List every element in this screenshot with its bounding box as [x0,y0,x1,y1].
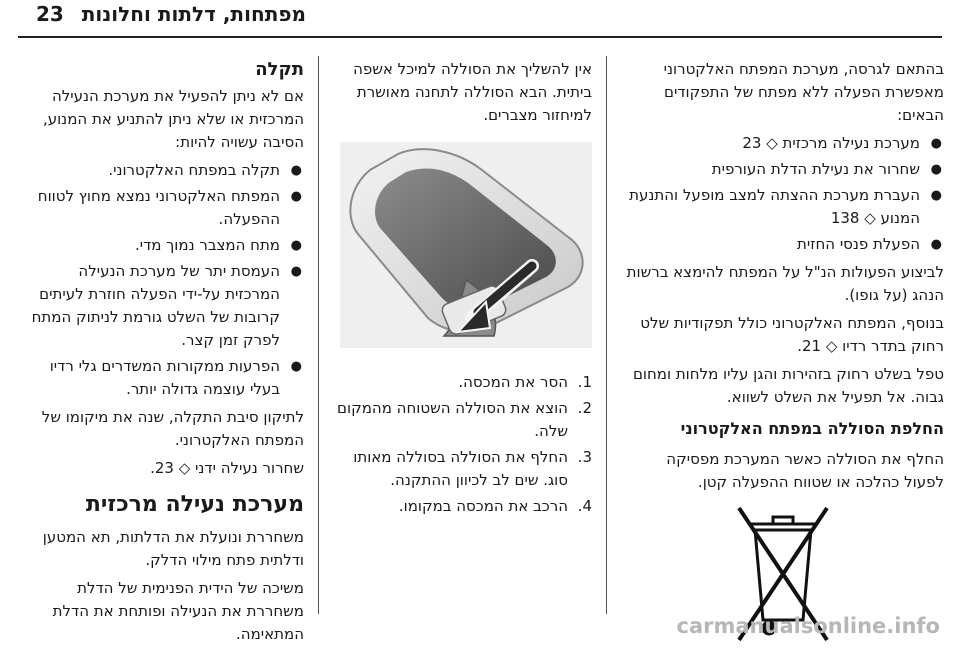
list-item [330,495,592,518]
right-column [622,58,944,650]
keyless-feature-list [622,132,944,256]
list-item: ● העמסת יתר של מערכת הנעילה המרכזית על-ידי הפעלה חוזרת לעיתים קרובות של השלט גורמת לניתוק המתח לפרק זמן קצר. [20,260,304,352]
step-text: הסר את המכסה. [458,373,568,391]
watermark-text: carmanualsonline.info [676,614,940,638]
battery-replacement-heading: החלפת הסוללה במפתח האלקטרוני [680,419,944,438]
malfunction-fix-text: לתיקון סיבת התקלה, שנה את מיקומו של המפתח האלקטרוני. [41,408,304,449]
malfunction-causes-list [20,159,304,401]
list-item: ● העברת מערכת ההצתה למצב מופעל והתנעת המנוע ◇ 138 [622,184,944,230]
middle-column [330,58,592,521]
list-item: ● המפתח האלקטרוני נמצא מחוץ לטווח ההפעלה. [20,185,304,231]
header-rule [18,36,942,38]
step-number: 1. [577,373,592,391]
list-item: ● הפרעות ממקורות המשדרים גלי רדיו בעלי עוצמה גדולה יותר. [20,355,304,401]
malfunction-intro: אם לא ניתן להפעיל את מערכת הנעילה המרכזית או שלא ניתן להתניע את המנוע, הסיבה עשויה להיות: [42,87,304,151]
list-item: ● תקלה במפתח האלקטרוני. [20,159,304,182]
step-number: 2. [577,399,592,417]
list-item: ● מתח המצבר נמוך מדי. [20,234,304,257]
battery-disposal-text: אין להשליך את הסוללה למיכל אשפה ביתית. הבא הסוללה לתחנה מאושרת למיחזור מצברים. [353,60,592,124]
left-column [20,58,304,651]
step-number: 3. [577,448,592,466]
step-text: החלף את הסוללה בסוללה מאותו סוג. שים לב לכיוון ההתקנה. [353,448,568,489]
list-item [330,446,592,492]
battery-steps-list [330,371,592,518]
list-item: ● שחרור את נעילת הדלת העורפית [622,158,944,181]
remote-key-illustration [340,142,592,348]
battery-replacement-text: החלף את הסוללה כאשר המערכת מפסיקה לפעול כהלכה או שטווח ההפעלה קטן. [666,450,944,491]
column-divider-left [318,56,319,614]
list-item [330,371,592,394]
list-item: ● מערכת נעילה מרכזית ◇ 23 [622,132,944,155]
central-locking-heading: מערכת נעילה מרכזית [85,492,304,517]
list-item: ● הפעלת פנסי החזית [622,233,944,256]
column-divider-right [606,56,607,614]
remote-care-paragraph: טפל בשלט רחוק בזהירות והגן עליו מלחות ומחום גבוה. אל תפעיל את השלט לשווא. [632,365,944,406]
central-locking-text-1: משחררת ונועלת את הדלתות, תא המטען ודלתית פתח מילוי הדלק. [42,528,304,569]
manual-unlock-reference: שחרור נעילה ידני ◇ 23. [150,459,304,477]
step-text: הוצא את הסוללה השטוחה מהמקום שלה. [337,399,568,440]
central-locking-text-2: משיכה של הידית הפנימית של הדלת משחררת את הנעילה ופותחת את הדלת המתאימה. [52,579,304,643]
page-number: 23 [36,2,64,26]
step-text: הרכב את המכסה במקומו. [398,497,568,515]
keyless-intro: בהתאם לגרסה, מערכת המפתח האלקטרוני מאפשרת הפעלה ללא מפתח של התפקודים הבאים: [663,60,944,124]
running-header-title: מפתחות, דלתות וחלונות [81,2,306,26]
remote-range-paragraph: בנוסף, המפתח האלקטרוני כולל תפקודיות שלט רחוק בתדר רדיו ◇ 21. [640,314,944,355]
list-item [330,397,592,443]
step-number: 4. [577,497,592,515]
malfunction-heading: תקלה [255,59,304,80]
key-zone-paragraph: לביצוע הפעולות הנ"ל על המפתח להימצא ברשות הנהג (על גופו). [626,263,944,304]
